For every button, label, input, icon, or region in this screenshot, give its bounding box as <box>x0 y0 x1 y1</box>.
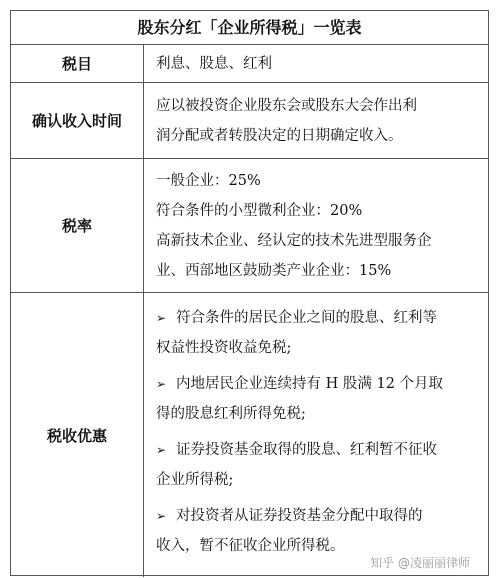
content-line: 符合条件的小型微利企业：20% <box>156 203 363 219</box>
bullet-line <box>156 501 480 531</box>
arrow-bullet-icon: ➢ <box>156 311 167 325</box>
arrow-bullet-icon: ➢ <box>156 509 167 523</box>
row-content <box>144 159 488 292</box>
content-line: 企业所得税; <box>156 472 234 488</box>
row-label: 确认收入时间 <box>11 83 144 158</box>
content-line: 应以被投资企业股东会或股东大会作出利 <box>156 98 417 114</box>
row-tax-item <box>11 45 488 83</box>
row-income-recognition <box>11 83 488 159</box>
row-content <box>144 45 488 82</box>
table-title: 股东分红「企业所得税」一览表 <box>11 11 488 45</box>
content-line: 一般企业：25% <box>156 173 261 189</box>
bullet-line <box>156 303 480 333</box>
content-line: 得的股息红利所得免税; <box>156 406 306 422</box>
content-text: 证券投资基金取得的股息、红利暂不征收 <box>176 442 437 458</box>
content-text: 符合条件的居民企业之间的股息、红利等 <box>176 310 437 326</box>
row-label: 税目 <box>11 45 144 82</box>
row-tax-rate <box>11 159 488 293</box>
content-line: 高新技术企业、经认定的技术先进型服务企 <box>156 233 432 249</box>
row-content <box>144 83 488 158</box>
arrow-bullet-icon: ➢ <box>156 377 167 391</box>
arrow-bullet-icon: ➢ <box>156 443 167 457</box>
content-line: 权益性投资收益免税; <box>156 340 292 356</box>
zhihu-watermark: 知乎 @凌丽丽律师 <box>370 556 470 570</box>
row-label: 税率 <box>11 159 144 292</box>
content-line: 收入，暂不征收企业所得税。 <box>156 538 345 554</box>
bullet-line <box>156 369 480 399</box>
content-line: 润分配或者转股决定的日期确定收入。 <box>156 128 403 144</box>
row-content <box>144 293 488 577</box>
row-label: 税收优惠 <box>11 293 144 577</box>
content-line: 利息、股息、红利 <box>156 56 272 72</box>
content-text: 对投资者从证券投资基金分配中取得的 <box>176 508 423 524</box>
bullet-line <box>156 435 480 465</box>
row-tax-incentives <box>11 293 488 577</box>
content-text: 内地居民企业连续持有 H 股满 12 个月取 <box>176 376 444 392</box>
dividend-tax-table <box>10 10 489 576</box>
content-line: 业、西部地区鼓励类产业企业：15% <box>156 263 392 279</box>
